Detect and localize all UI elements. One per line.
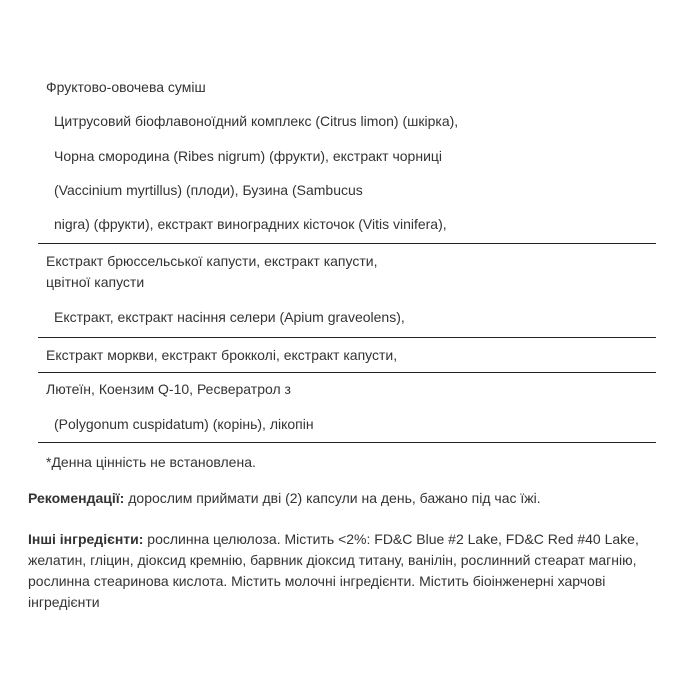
ingredient-line: Чорна смородина (Ribes nigrum) (фрукти), екстракт чорниці: [54, 148, 443, 164]
recommendations-paragraph: [28, 488, 668, 509]
other-ingredients-text: рослинна целюлоза. Містить <2%: FD&C Blue #2 Lake, FD&C Red #40 Lake, желатин, гліцин, діоксид кремнію, барвник діоксид титану, ванілін, рослинний стеарат магнію, рослинна стеаринова кислота. Містить молочні інгредієнти. Містить біоінженерні харчові інгредієнти: [28, 531, 639, 610]
daily-value-footnote: *Денна цінність не встановлена.: [46, 454, 256, 470]
table-divider: [38, 243, 656, 244]
recommendations-text: дорослим приймати дві (2) капсули на день, бажано під час їжі.: [124, 490, 541, 506]
section-heading: Фруктово-овочева суміш: [46, 79, 206, 95]
ingredient-line: Цитрусовий біофлавоноїдний комплекс (Citrus limon) (шкірка),: [54, 113, 459, 129]
recommendations-label: Рекомендації:: [28, 490, 125, 506]
ingredient-line: nigra) (фрукти), екстракт виноградних кісточок (Vitis vinifera),: [54, 216, 447, 232]
other-ingredients-label: Інші інгредієнти:: [28, 531, 144, 547]
ingredient-line: Лютеїн, Коензим Q-10, Ресвератрол з: [46, 381, 291, 397]
ingredient-line: (Polygonum cuspidatum) (корінь), лікопін: [54, 416, 314, 432]
ingredient-line: (Vaccinium myrtillus) (плоди), Бузина (Sambucus: [54, 182, 363, 198]
ingredient-line: Екстракт моркви, екстракт брокколі, екстракт капусти,: [46, 347, 398, 363]
table-divider: [38, 442, 656, 443]
ingredient-line: Екстракт брюссельської капусти, екстракт капусти,: [46, 253, 378, 269]
other-ingredients-paragraph: [28, 529, 668, 613]
table-divider: [38, 337, 656, 338]
table-divider: [38, 372, 656, 373]
ingredient-line: цвітної капусти: [46, 274, 145, 290]
ingredient-line: Екстракт, екстракт насіння селери (Apium graveolens),: [54, 309, 405, 325]
